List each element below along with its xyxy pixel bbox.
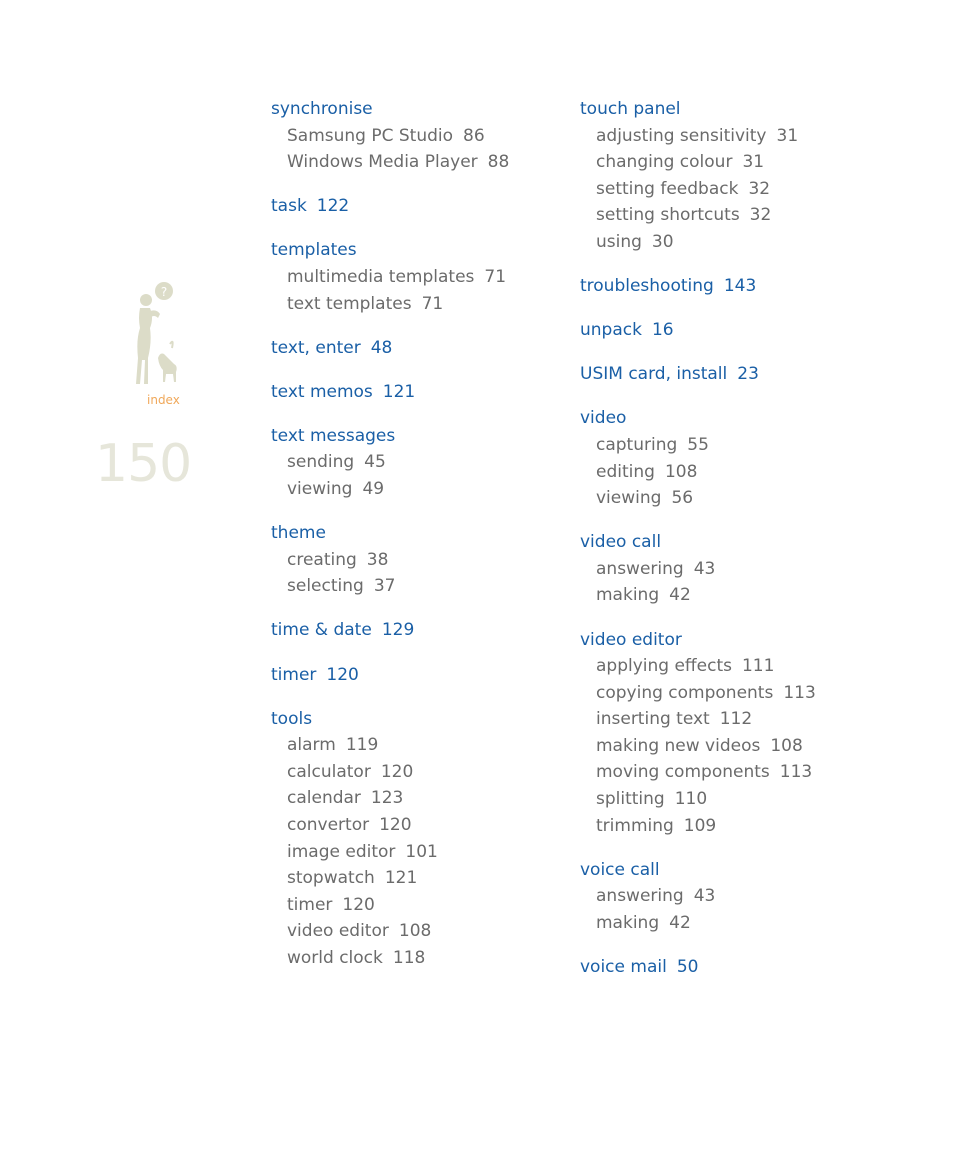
index-entry: [271, 662, 561, 689]
index-subentry-label: multimedia templates: [287, 266, 475, 287]
index-term-label: voice mail: [580, 957, 667, 978]
index-subentry-page[interactable]: 101: [405, 841, 438, 862]
index-entry: [271, 520, 561, 600]
index-column-left: [271, 96, 561, 989]
index-subentry: [271, 573, 561, 600]
index-term-label: video editor: [580, 629, 682, 650]
index-term-label: troubleshooting: [580, 276, 714, 297]
index-subentry-label: timer: [287, 894, 333, 915]
index-term: [580, 627, 870, 654]
index-entry: [271, 617, 561, 644]
svg-text:?: ?: [160, 285, 168, 299]
index-subentry-page[interactable]: 43: [693, 558, 716, 579]
index-term: [271, 237, 561, 264]
index-subentry-label: applying effects: [596, 656, 732, 677]
index-term-label: USIM card, install: [580, 364, 728, 385]
index-subentry-page[interactable]: 108: [398, 921, 432, 942]
index-term: [271, 706, 561, 733]
index-term-label: text, enter: [271, 337, 361, 358]
index-subentry-page[interactable]: 111: [741, 656, 775, 677]
index-subentry: [271, 547, 561, 574]
index-subentry: [580, 759, 870, 786]
index-subentry: [580, 653, 870, 680]
index-term-label: text memos: [271, 381, 373, 402]
index-subentry-label: adjusting sensitivity: [596, 125, 767, 146]
index-subentry: [580, 733, 870, 760]
index-subentry-label: viewing: [287, 479, 353, 500]
index-subentry-label: moving components: [596, 762, 770, 783]
index-subentry: [580, 786, 870, 813]
index-subentry-label: editing: [596, 461, 655, 482]
index-entry: [580, 317, 870, 344]
index-entry: [271, 96, 561, 176]
index-subentry-label: Windows Media Player: [287, 152, 478, 173]
index-subentry-label: capturing: [596, 434, 678, 455]
index-subentry-page[interactable]: 30: [651, 231, 674, 252]
index-term-page[interactable]: 50: [676, 957, 699, 978]
index-subentry-label: calculator: [287, 761, 371, 782]
index-term-page[interactable]: 129: [381, 620, 415, 641]
index-term-label: video call: [580, 532, 662, 553]
index-subentry-page[interactable]: 120: [380, 761, 414, 782]
index-subentry-page[interactable]: 108: [770, 735, 803, 756]
index-term: [271, 423, 561, 450]
index-subentry-page[interactable]: 113: [779, 762, 813, 783]
index-subentry-label: inserting text: [596, 709, 710, 730]
index-term: [271, 379, 561, 406]
index-subentry-label: text templates: [287, 293, 412, 314]
index-subentry-page[interactable]: 42: [669, 912, 691, 933]
index-subentry: [580, 883, 870, 910]
index-subentry: [271, 149, 561, 176]
index-subentry-page[interactable]: 118: [392, 947, 426, 968]
index-term-label: voice call: [580, 859, 660, 880]
index-subentry: [271, 918, 561, 945]
index-term: [271, 617, 561, 644]
index-subentry-label: trimming: [596, 815, 674, 836]
index-entry: [580, 273, 870, 300]
index-subentry: [580, 706, 870, 733]
index-subentry: [580, 459, 870, 486]
index-subentry-page[interactable]: 71: [421, 293, 444, 314]
index-subentry-label: sending: [287, 452, 355, 473]
index-subentry: [580, 202, 870, 229]
index-subentry: [271, 812, 561, 839]
index-term-label: timer: [271, 664, 317, 685]
index-subentry-page[interactable]: 120: [342, 894, 375, 915]
index-term-label: task: [271, 196, 307, 217]
index-subentry-label: making: [596, 912, 660, 933]
index-entry: [271, 423, 561, 503]
index-subentry: [580, 910, 870, 937]
index-subentry: [271, 865, 561, 892]
index-entry: [580, 529, 870, 609]
index-subentry-label: stopwatch: [287, 868, 375, 889]
index-subentry: [580, 229, 870, 256]
index-subentry: [271, 732, 561, 759]
index-subentry-page[interactable]: 121: [384, 868, 418, 889]
index-term: [271, 662, 561, 689]
index-term: [580, 317, 870, 344]
index-term: [580, 96, 870, 123]
index-term: [271, 520, 561, 547]
index-subentry-page[interactable]: 86: [463, 125, 485, 146]
index-term-page[interactable]: 16: [651, 320, 674, 341]
index-subentry-page[interactable]: 32: [749, 205, 772, 226]
index-subentry-page[interactable]: 37: [373, 576, 396, 597]
index-subentry: [580, 582, 870, 609]
index-term-page[interactable]: 23: [737, 364, 759, 385]
index-subentry: [271, 264, 561, 291]
index-subentry: [271, 945, 561, 972]
index-subentry-page[interactable]: 45: [364, 452, 386, 473]
index-subentry-page[interactable]: 49: [362, 479, 385, 500]
index-subentry: [271, 123, 561, 150]
index-subentry: [580, 123, 870, 150]
index-term: [580, 954, 870, 981]
index-subentry-label: changing colour: [596, 152, 733, 173]
index-term-label: text messages: [271, 425, 396, 446]
index-subentry: [271, 892, 561, 919]
index-subentry-label: splitting: [596, 789, 665, 810]
index-subentry-label: video editor: [287, 921, 389, 942]
index-term-page[interactable]: 48: [370, 337, 393, 358]
index-subentry-page[interactable]: 112: [719, 709, 753, 730]
index-entry: [580, 954, 870, 981]
index-subentry-page[interactable]: 42: [669, 585, 691, 606]
index-term-page[interactable]: 121: [382, 381, 416, 402]
index-subentry-label: alarm: [287, 735, 336, 756]
index-subentry-label: creating: [287, 549, 357, 570]
index-entry: [580, 361, 870, 388]
index-subentry-label: viewing: [596, 488, 662, 509]
index-subentry: [271, 476, 561, 503]
index-subentry: [580, 813, 870, 840]
index-subentry-label: selecting: [287, 576, 364, 597]
index-entry: [580, 96, 870, 256]
index-entry: [580, 857, 870, 937]
index-subentry: [271, 449, 561, 476]
index-subentry-page[interactable]: 32: [748, 178, 771, 199]
index-subentry: [271, 839, 561, 866]
page-number: 150: [95, 434, 192, 494]
index-subentry-page[interactable]: 120: [379, 814, 412, 835]
index-subentry-label: Samsung PC Studio: [287, 125, 454, 146]
index-subentry-page[interactable]: 88: [487, 152, 510, 173]
index-entry: [271, 237, 561, 317]
index-subentry-label: answering: [596, 558, 684, 579]
index-subentry: [580, 432, 870, 459]
index-term: [271, 96, 561, 123]
index-entry: [580, 627, 870, 840]
index-column-right: [580, 96, 870, 998]
index-subentry: [271, 785, 561, 812]
index-subentry-label: making: [596, 585, 660, 606]
index-term-label: time & date: [271, 620, 372, 641]
index-term-label: touch panel: [580, 99, 681, 119]
index-term: [580, 273, 870, 300]
index-subentry-page[interactable]: 31: [776, 125, 799, 146]
index-subentry-label: making new videos: [596, 735, 761, 756]
index-subentry-label: answering: [596, 886, 684, 907]
index-term-label: unpack: [580, 320, 642, 341]
index-term: [580, 361, 870, 388]
index-subentry-label: copying components: [596, 682, 774, 703]
index-subentry: [580, 556, 870, 583]
index-term-page[interactable]: 143: [723, 276, 757, 297]
index-subentry-page[interactable]: 108: [664, 461, 698, 482]
woman-with-dog-illustration: [126, 278, 182, 390]
index-subentry: [580, 176, 870, 203]
section-label: index: [147, 393, 180, 407]
index-subentry-page[interactable]: 123: [370, 788, 404, 809]
index-subentry-page[interactable]: 109: [683, 815, 717, 836]
index-subentry: [580, 485, 870, 512]
index-subentry: [580, 149, 870, 176]
index-subentry-page[interactable]: 113: [783, 682, 816, 703]
index-term-label: templates: [271, 240, 357, 261]
index-term-label: synchronise: [271, 99, 373, 119]
index-subentry: [271, 759, 561, 786]
index-term-label: theme: [271, 523, 326, 544]
index-subentry: [580, 680, 870, 707]
index-subentry-page[interactable]: 71: [484, 266, 507, 287]
index-term-label: tools: [271, 708, 313, 729]
index-subentry-label: convertor: [287, 814, 370, 835]
index-entry: [580, 405, 870, 511]
index-subentry-page[interactable]: 56: [671, 488, 694, 509]
index-entry: [271, 335, 561, 362]
index-subentry-label: using: [596, 231, 642, 252]
index-term: [271, 335, 561, 362]
index-subentry-page[interactable]: 55: [687, 434, 709, 455]
index-subentry-page[interactable]: 110: [674, 789, 708, 810]
index-subentry-label: setting shortcuts: [596, 205, 740, 226]
index-subentry-label: setting feedback: [596, 178, 739, 199]
index-subentry-label: calendar: [287, 788, 361, 809]
index-term-page[interactable]: 122: [316, 196, 350, 217]
index-subentry-label: image editor: [287, 841, 396, 862]
index-subentry-page[interactable]: 31: [742, 152, 765, 173]
index-subentry-page[interactable]: 119: [345, 735, 379, 756]
index-entry: [271, 706, 561, 972]
index-term: [271, 193, 561, 220]
index-subentry-page[interactable]: 43: [693, 886, 716, 907]
index-term: [580, 529, 870, 556]
index-entry: [271, 193, 561, 220]
index-term: [580, 405, 870, 432]
index-term-page[interactable]: 120: [326, 664, 359, 685]
index-subentry: [271, 291, 561, 318]
index-term: [580, 857, 870, 884]
index-entry: [271, 379, 561, 406]
index-term-label: video: [580, 408, 627, 429]
index-subentry-page[interactable]: 38: [366, 549, 389, 570]
index-subentry-label: world clock: [287, 947, 383, 968]
